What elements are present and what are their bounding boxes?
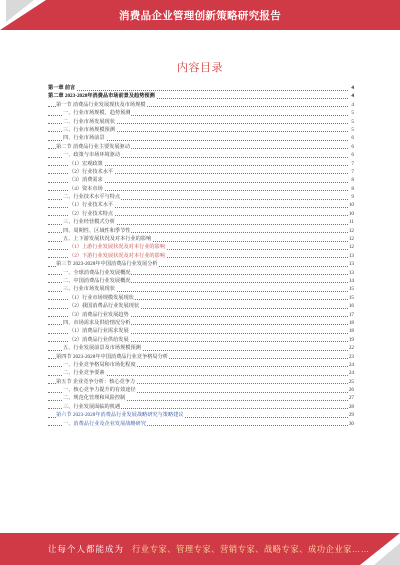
footer-slogan-right: 行业专家、管理专家、营销专家、战略专家、成功企业家……	[132, 544, 370, 554]
toc-entry-text: 一、行业竞争格局和市场化程度	[63, 361, 136, 368]
toc-entry-page: 15	[348, 294, 354, 301]
toc-entry[interactable]	[48, 126, 354, 134]
toc-entry-text: 四、行业市场前景	[63, 135, 105, 142]
toc-entry-page: 24	[348, 370, 354, 377]
toc-entry-page: 4	[351, 93, 354, 100]
toc-entry-text: 第四节 2023-2028年中国消费品行业竞争格局分析	[56, 353, 168, 360]
toc-entry-page: 11	[349, 219, 354, 226]
toc-entry-page: 16	[348, 303, 354, 310]
toc-entry[interactable]	[48, 92, 354, 100]
toc-entry[interactable]	[48, 235, 354, 243]
toc-entry[interactable]	[48, 252, 354, 260]
toc-entry-text: 三、行业经营模式分析	[63, 219, 115, 226]
table-of-contents	[48, 84, 354, 428]
toc-entry-text: （1）行业市场规模发展现状	[69, 294, 134, 301]
toc-entry-text: （2）行业技术特点	[69, 210, 114, 217]
toc-entry[interactable]	[48, 84, 354, 92]
toc-entry[interactable]	[48, 160, 354, 168]
report-title: 消费品企业管理创新策略研究报告	[119, 10, 281, 22]
toc-entry[interactable]	[48, 218, 354, 226]
toc-entry[interactable]	[48, 101, 354, 109]
toc-entry[interactable]	[48, 193, 354, 201]
toc-entry-text: （2）行业技术水平	[69, 168, 114, 175]
toc-entry-page: 4	[351, 101, 354, 108]
toc-entry-page: 13	[348, 252, 354, 259]
toc-entry-page: 30	[348, 420, 354, 427]
toc-entry-text: 五、行业发展前景及市场规模预测	[63, 345, 141, 352]
toc-entry-page: 12	[348, 227, 354, 234]
toc-entry[interactable]	[48, 210, 354, 218]
toc-entry-text: 二、行业竞争要素	[63, 370, 105, 377]
toc-entry-text: （1）消费品行业需求发展	[69, 328, 129, 335]
toc-entry-text: （3）消费需求	[69, 177, 103, 184]
toc-entry[interactable]	[48, 319, 354, 327]
toc-entry[interactable]	[48, 386, 354, 394]
toc-entry-text: 一、消费品行业及企业发展战略研究	[63, 420, 147, 427]
toc-entry-text: 第五节 企业竞争分析：核心竞争力	[56, 378, 136, 385]
toc-entry[interactable]	[48, 327, 354, 335]
footer-banner	[0, 533, 400, 565]
toc-entry-page: 18	[348, 328, 354, 335]
toc-entry-text: 一、政策与市场环境驱动	[63, 152, 121, 159]
toc-entry[interactable]	[48, 118, 354, 126]
toc-entry-text: （2）下游行业发展状况及对本行业的影响	[69, 252, 165, 259]
toc-entry-text: 三、行业发展面临的机遇	[63, 403, 121, 410]
toc-entry-text: 第二节 消费品行业主要发展驱动	[56, 143, 130, 150]
toc-entry-text: 一、全球消费品行业发展概况	[63, 269, 131, 276]
toc-entry-page: 8	[351, 185, 354, 192]
toc-entry-page: 10	[348, 210, 354, 217]
toc-entry-page: 26	[348, 387, 354, 394]
toc-entry[interactable]	[48, 227, 354, 235]
toc-entry[interactable]	[48, 344, 354, 352]
toc-entry-page: 13	[348, 261, 354, 268]
toc-entry-text: 第三节 2023-2028年中国消费品行业发展分析	[56, 261, 158, 268]
toc-title: 内容目录	[177, 62, 223, 74]
toc-entry-text: 一、核心竞争力提升的有效途径	[63, 387, 136, 394]
toc-entry-text: （1）宏观政策	[69, 160, 103, 167]
toc-entry-page: 29	[348, 412, 354, 419]
toc-entry[interactable]	[48, 369, 354, 377]
toc-entry[interactable]	[48, 143, 354, 151]
toc-entry-page: 23	[348, 353, 354, 360]
toc-entry[interactable]	[48, 285, 354, 293]
toc-entry-page: 6	[351, 152, 354, 159]
toc-entry-text: 一、行业市场规模、趋势预测	[63, 110, 131, 117]
toc-entry-page: 22	[348, 345, 354, 352]
toc-entry-page: 7	[351, 160, 354, 167]
toc-entry[interactable]	[48, 168, 354, 176]
toc-entry-page: 25	[348, 378, 354, 385]
toc-entry[interactable]	[48, 394, 354, 402]
toc-leader-dots	[48, 90, 348, 91]
toc-entry-text: 第六节 2023-2028年消费品行业发展战略研究与策略建议	[56, 412, 184, 419]
toc-entry-text: 四、周期性、区域性和季节性	[63, 227, 131, 234]
toc-entry[interactable]	[48, 201, 354, 209]
toc-entry[interactable]	[48, 185, 354, 193]
toc-entry-page: 27	[348, 395, 354, 402]
toc-entry-page: 15	[348, 286, 354, 293]
toc-entry[interactable]	[48, 294, 354, 302]
toc-entry-page: 17	[348, 311, 354, 318]
toc-entry[interactable]	[48, 277, 354, 285]
toc-entry-page: 6	[351, 143, 354, 150]
toc-entry-page: 14	[348, 277, 354, 284]
toc-entry-page: 9	[351, 194, 354, 201]
header-banner	[0, 0, 400, 30]
toc-entry-page: 24	[348, 361, 354, 368]
toc-entry[interactable]	[48, 311, 354, 319]
toc-entry-text: （1）行业技术水平	[69, 202, 114, 209]
footer-slogan-left: 让每个人都能成为	[48, 544, 125, 554]
toc-entry-text: 二、行业技术水平与特点	[63, 194, 121, 201]
toc-entry[interactable]	[48, 378, 354, 386]
toc-entry-text: 二、行业市场发展现状	[63, 118, 115, 125]
toc-entry[interactable]	[48, 353, 354, 361]
toc-entry-text: 四、市场需求及供给情况分析	[63, 319, 131, 326]
toc-entry[interactable]	[48, 403, 354, 411]
toc-entry[interactable]	[48, 411, 354, 419]
toc-entry-page: 12	[348, 244, 354, 251]
toc-entry-page: 7	[351, 168, 354, 175]
toc-entry-text: 第二章 2023-2028年消费品市场前景及趋势预测	[48, 93, 155, 100]
toc-entry-text: 二、中国消费品行业发展概况	[63, 277, 131, 284]
toc-entry-page: 28	[348, 403, 354, 410]
toc-entry-text: （3）消费品行业发展趋势	[69, 311, 129, 318]
footer-corner-shade	[374, 543, 400, 565]
toc-entry-page: 13	[348, 269, 354, 276]
toc-entry-page: 5	[351, 118, 354, 125]
toc-entry[interactable]	[48, 151, 354, 159]
toc-entry-text: （2）消费品行业供给发展	[69, 336, 129, 343]
toc-entry[interactable]	[48, 134, 354, 142]
toc-entry[interactable]	[48, 269, 354, 277]
toc-entry[interactable]	[48, 336, 354, 344]
toc-entry-text: 三、行业市场发展现状	[63, 286, 115, 293]
toc-entry[interactable]	[48, 260, 354, 268]
toc-entry-text: 五、上下游发展状况及对本行业的影响	[63, 236, 152, 243]
toc-entry-page: 12	[348, 236, 354, 243]
toc-entry-page: 5	[351, 110, 354, 117]
toc-entry-text: （1）上游行业发展状况及对本行业的影响	[69, 244, 165, 251]
toc-entry-page: 10	[348, 202, 354, 209]
toc-entry-page: 8	[351, 177, 354, 184]
toc-entry-text: 二、规范化管理和风险控制	[63, 395, 126, 402]
toc-entry-text: （2）我国消费品行业发展现状	[69, 303, 140, 310]
toc-entry-page: 19	[348, 336, 354, 343]
toc-entry-page: 6	[351, 135, 354, 142]
toc-entry-text: 三、行业市场规模预测	[63, 126, 115, 133]
toc-entry[interactable]	[48, 302, 354, 310]
toc-entry-page: 5	[351, 126, 354, 133]
toc-entry[interactable]	[48, 361, 354, 369]
toc-entry-text: 第一章 前言	[48, 85, 76, 91]
toc-entry-text: （4）资本市场	[69, 185, 103, 192]
toc-entry[interactable]	[48, 176, 354, 184]
toc-entry[interactable]	[48, 420, 354, 428]
toc-entry[interactable]	[48, 243, 354, 251]
toc-entry-text: 第一节 消费品行业发展现状及市场规模	[56, 101, 146, 108]
toc-entry[interactable]	[48, 109, 354, 117]
toc-entry-page: 4	[351, 85, 354, 91]
toc-entry-page: 18	[348, 319, 354, 326]
